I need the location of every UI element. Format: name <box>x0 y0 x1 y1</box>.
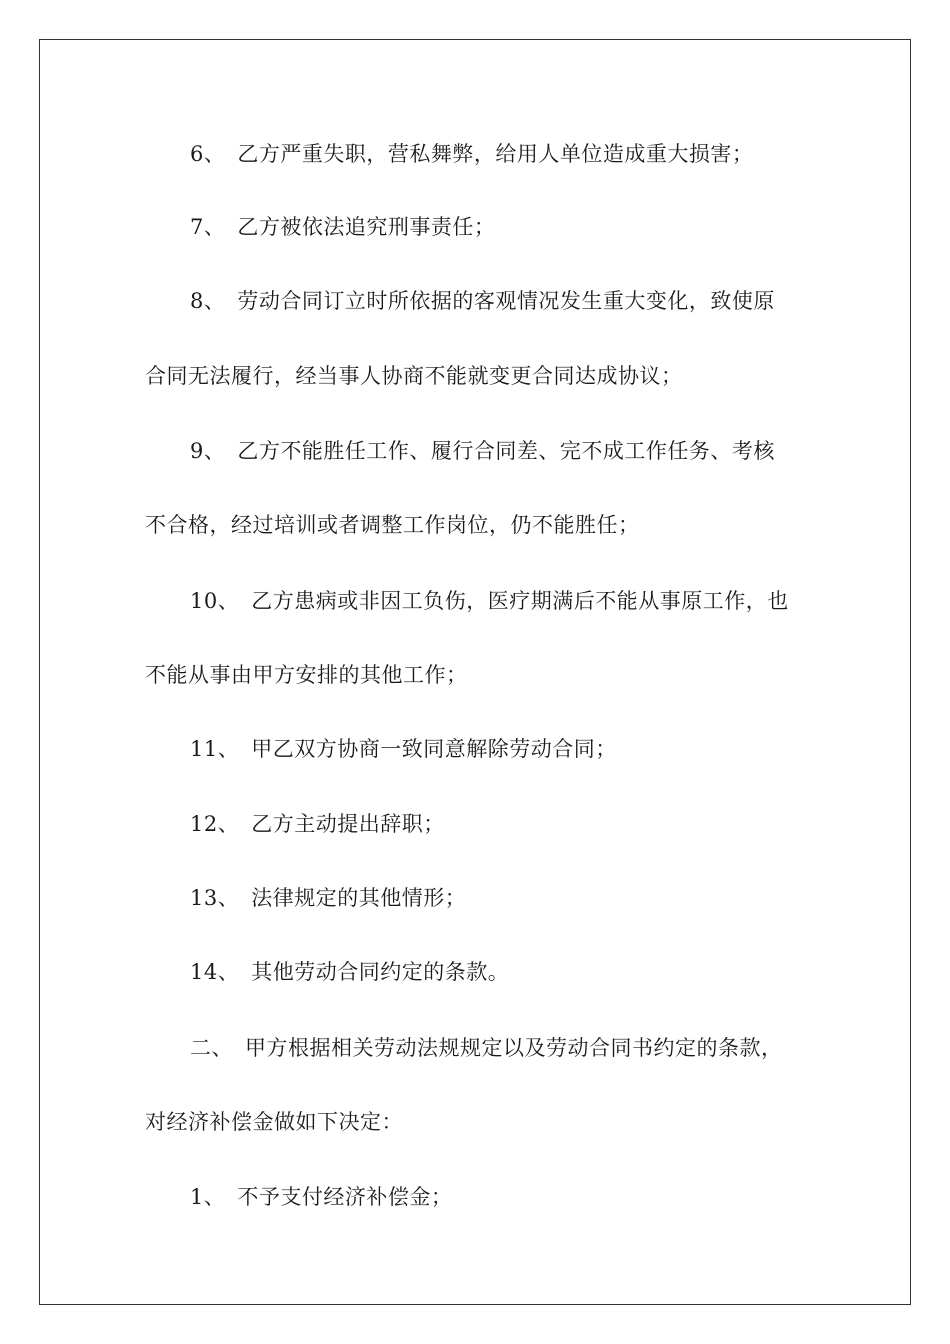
clause-text: 不能从事由甲方安排的其他工作； <box>145 663 468 687</box>
clause-text: 劳动合同订立时所依据的客观情况发生重大变化，致使原 <box>237 289 775 313</box>
clause-number: 7、 <box>190 215 226 239</box>
clause-text: 法律规定的其他情形； <box>251 886 467 910</box>
clause-number: 8、 <box>190 289 226 313</box>
clause-14 <box>190 958 509 986</box>
clause-number: 14、 <box>190 960 240 984</box>
clause-text: 甲乙双方协商一致同意解除劳动合同； <box>251 737 617 761</box>
clause-text: 乙方主动提出辞职； <box>251 812 445 836</box>
clause-8-continued <box>145 362 683 390</box>
item-text: 不予支付经济补偿金； <box>237 1185 453 1209</box>
clause-10 <box>190 587 789 615</box>
clause-9 <box>190 437 775 465</box>
clause-number: 10、 <box>190 589 240 613</box>
compensation-item-1 <box>190 1183 452 1211</box>
clause-number: 9、 <box>190 439 226 463</box>
section-text: 甲方根据相关劳动法规规定以及劳动合同书约定的条款， <box>245 1036 783 1060</box>
clause-text: 其他劳动合同约定的条款。 <box>251 960 510 984</box>
clause-text: 合同无法履行，经当事人协商不能就变更合同达成协议； <box>145 364 683 388</box>
section-text: 对经济补偿金做如下决定： <box>145 1110 403 1134</box>
clause-text: 不合格，经过培训或者调整工作岗位，仍不能胜任； <box>145 513 640 537</box>
clause-text: 乙方不能胜任工作、履行合同差、完不成工作任务、考核 <box>237 439 775 463</box>
clause-7 <box>190 213 495 241</box>
clause-text: 乙方严重失职，营私舞弊，给用人单位造成重大损害； <box>237 142 754 166</box>
clause-number: 13、 <box>190 886 240 910</box>
section-2-continued <box>145 1108 403 1136</box>
section-2 <box>190 1034 783 1062</box>
clause-10-continued <box>145 661 468 689</box>
clause-text: 乙方患病或非因工负伤，医疗期满后不能从事原工作，也 <box>251 589 789 613</box>
clause-number: 6、 <box>190 142 226 166</box>
clause-12 <box>190 810 445 838</box>
clause-8 <box>190 287 775 315</box>
clause-text: 乙方被依法追究刑事责任； <box>237 215 496 239</box>
clause-13 <box>190 884 466 912</box>
item-number: 1、 <box>190 1185 226 1209</box>
section-number: 二、 <box>190 1036 233 1060</box>
clause-number: 12、 <box>190 812 240 836</box>
clause-number: 11、 <box>190 737 240 761</box>
clause-11 <box>190 735 617 763</box>
clause-6 <box>190 140 753 168</box>
clause-9-continued <box>145 511 640 539</box>
